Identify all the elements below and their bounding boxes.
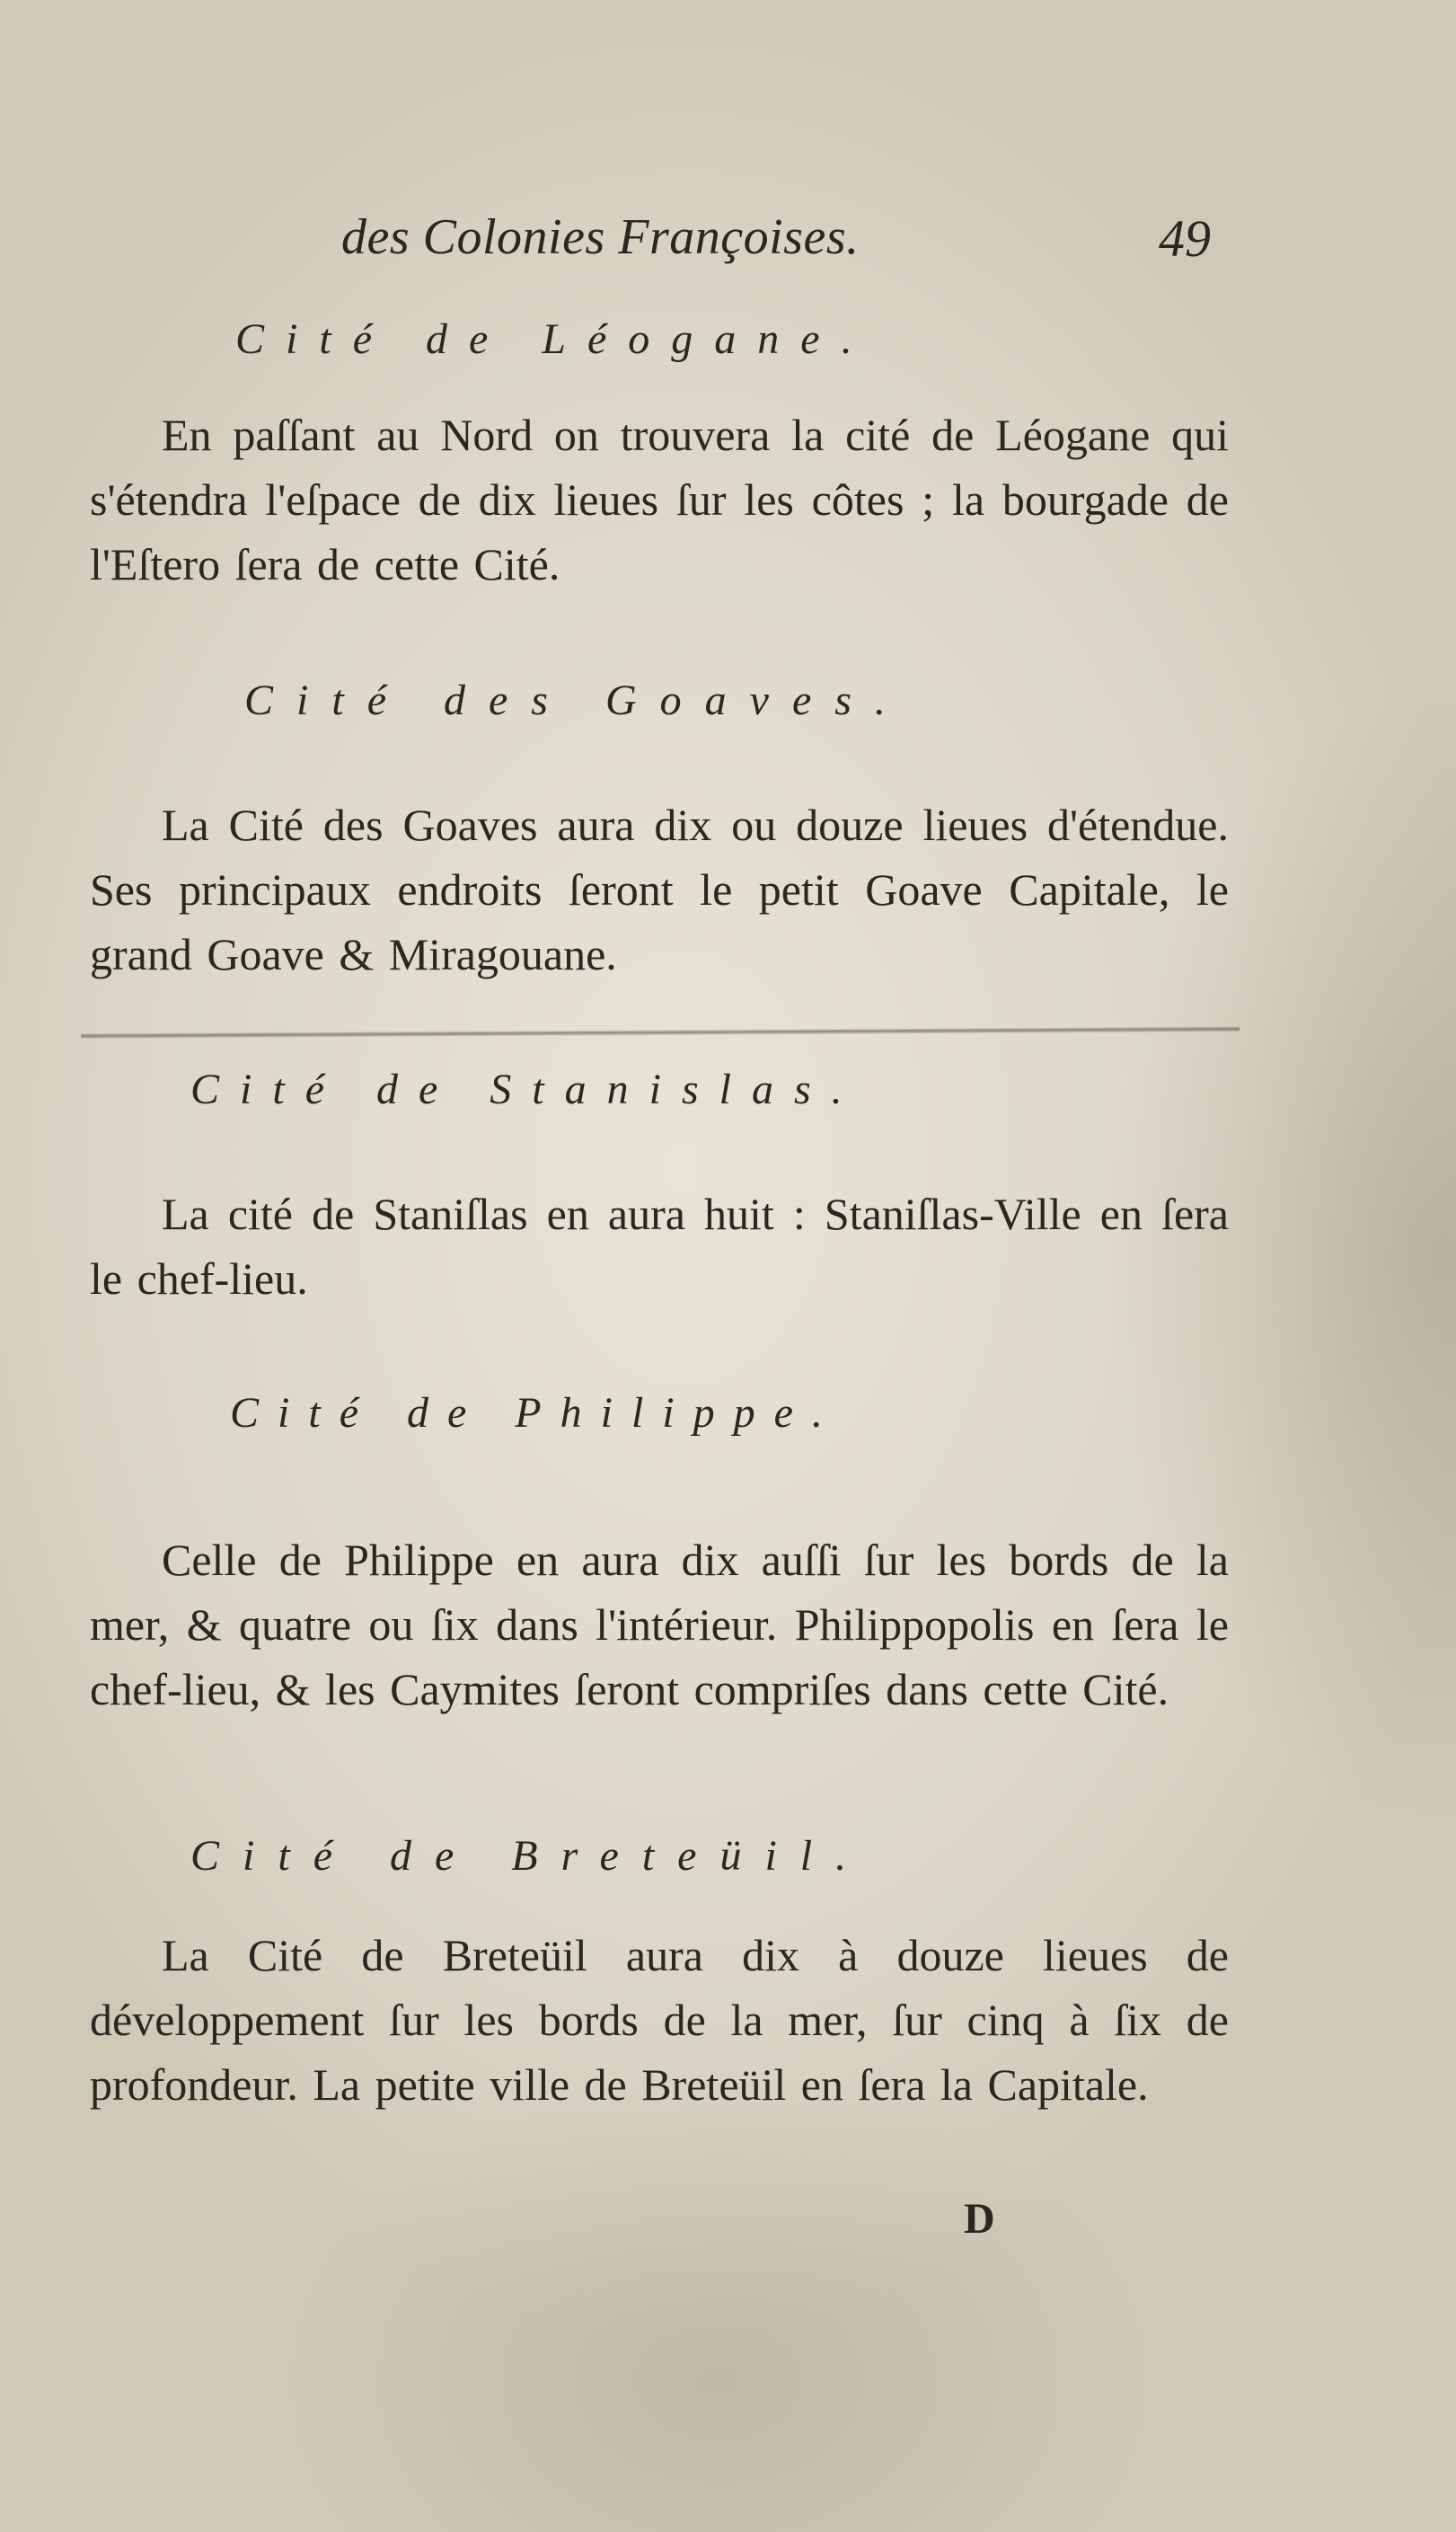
section-text-stanislas: La cité de Staniſlas en aura huit : Staniſlas-Ville en ſera le chef-lieu. — [90, 1189, 1229, 1304]
section-heading-leogane: Cité de Léogane. — [235, 315, 874, 363]
section-heading-breteuil: Cité de Breteüil. — [190, 1832, 870, 1880]
section-text-philippe: Celle de Philippe en aura dix auſſi ſur les bords de la mer, & quatre ou ſix dans l'intérieur. Philippopolis en ſera le chef-lieu, & les Caymites ſeront compriſes dans cette Cité. — [90, 1535, 1229, 1714]
page-number: 49 — [1159, 209, 1211, 268]
section-heading-stanislas: Cité de Stanislas. — [190, 1066, 863, 1113]
section-heading-philippe: Cité de Philippe. — [230, 1389, 842, 1437]
section-heading-goaves: Cité des Goaves. — [244, 677, 909, 724]
signature-mark: D — [964, 2195, 995, 2243]
section-text-goaves: La Cité des Goaves aura dix ou douze lieues d'étendue. Ses principaux endroits ſeront le petit Goave Capitale, le grand Goave & Miragouane. — [90, 800, 1229, 979]
running-title: des Colonies Françoises. — [341, 209, 860, 265]
section-text-breteuil: La Cité de Breteüil aura dix à douze lieues de développement ſur les bords de la mer, ſur cinq à ſix de profondeur. La petite ville de Breteüil en ſera la Capitale. — [90, 1930, 1229, 2110]
section-text-leogane: En paſſant au Nord on trouvera la cité de Léogane qui s'étendra l'eſpace de dix lieues ſur les côtes ; la bourgade de l'Eſtero ſera de cette Cité. — [90, 410, 1229, 589]
page-fold-crease — [81, 1026, 1240, 1039]
